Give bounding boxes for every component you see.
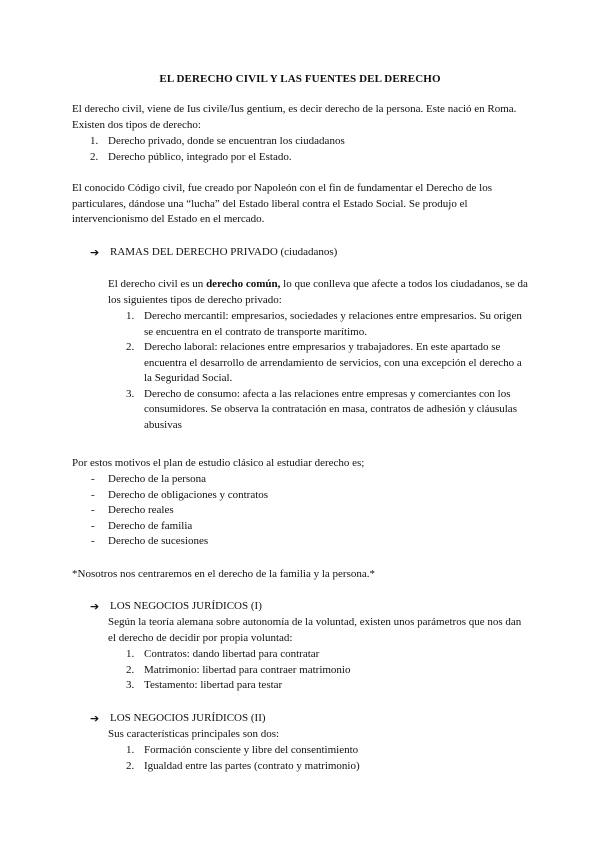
negocios2-list [126,743,530,774]
codigo-paragraph: El conocido Código civil, fue creado por Napoleón con el fin de fundamentar el Derecho de los particulares, dándose una “lucha” del Estado liberal contra el Estado Social. Se produjo el intervencionismo del Estado en el mercado. [72,182,492,225]
list-item: - Derecho de la persona [91,473,207,485]
note-paragraph: *Nosotros nos centraremos en el derecho de la familia y la persona.* [72,568,376,580]
list-item: - Derecho reales [91,504,174,516]
ramas-list [126,309,530,433]
ramas-paragraph: El derecho civil es un derecho común, lo que conlleva que afecte a todos los ciudadanos, se da los siguientes tipos de derecho privado: [108,278,528,306]
negocios1-heading [90,599,262,615]
negocios1-paragraph: Según la teoría alemana sobre autonomía de la voluntad, existen unos parámetros que nos dan el derecho de decidir por propia voluntad: [108,616,522,644]
intro-paragraph: El derecho civil, viene de Ius civile/Ius gentium, es decir derecho de la persona. Este nació en Roma. Existen dos tipos de derecho: [72,103,517,131]
negocios1-list [126,647,530,694]
list-item: 3. Testamento: libertad para testar [126,679,283,691]
intro-list [90,134,528,165]
negocios2-paragraph: Sus características principales son dos: [108,728,280,740]
list-item: 1. Formación consciente y libre del consentimiento [126,744,359,756]
negocios2-heading [90,711,266,727]
arrow-icon: ➔ [90,246,100,259]
list-item: 1. Contratos: dando libertad para contratar [126,648,320,660]
list-item: - Derecho de familia [91,519,193,532]
negocios2-heading-text: LOS NEGOCIOS JURÍDICOS (II) [110,712,266,724]
list-item: 2. Derecho laboral: relaciones entre empresarios y trabajadores. En este apartado se encuentra el desarrollo de arrendamiento de servicios, con una excepción el derecho a la Seguridad Social. [126,341,522,384]
list-item: 3. Derecho de consumo: afecta a las relaciones entre empresas y comerciantes con los consumidores. Se observa la contratación en masa, contratos de adhesión y cláusulas abusivas [126,387,517,431]
list-item: 2. Matrimonio: libertad para contraer matrimonio [126,663,351,676]
list-item: 1. Derecho mercantil: empresarios, sociedades y relaciones entre empresarios. Su origen se encuentra en el contrato de transporte marítimo. [126,310,522,338]
list-item: 1. Derecho privado, donde se encuentran los ciudadanos [90,135,345,147]
ramas-heading-text: RAMAS DEL DERECHO PRIVADO (ciudadanos) [110,246,338,258]
plan-list [91,472,528,550]
plan-paragraph: Por estos motivos el plan de estudio clásico al estudiar derecho es; [72,457,365,469]
page-title: EL DERECHO CIVIL Y LAS FUENTES DEL DERECHO [159,73,441,85]
list-item: - Derecho de obligaciones y contratos [91,488,269,501]
ramas-heading [90,245,337,261]
bold-term: derecho común, [206,278,281,290]
list-item: 2. Igualdad entre las partes (contrato y matrimonio) [126,759,360,772]
list-item: 2. Derecho público, integrado por el Estado. [90,150,292,163]
arrow-icon: ➔ [90,600,100,613]
negocios1-heading-text: LOS NEGOCIOS JURÍDICOS (I) [110,600,262,612]
arrow-icon: ➔ [90,712,100,725]
list-item: - Derecho de sucesiones [91,535,209,547]
